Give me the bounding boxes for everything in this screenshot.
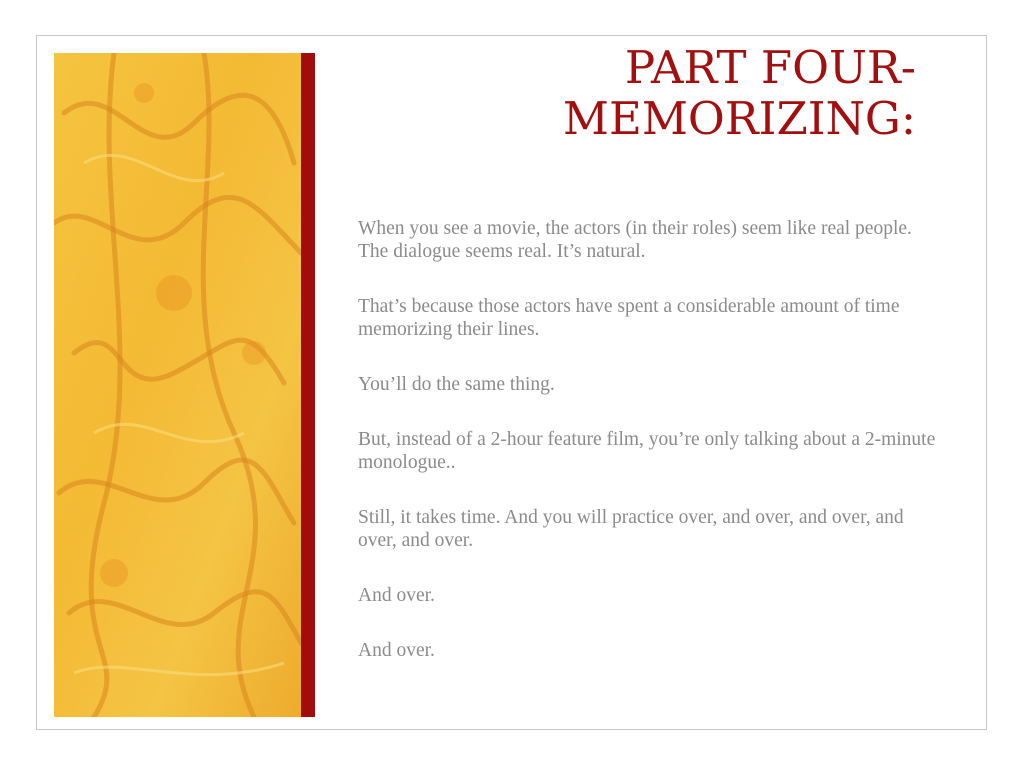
paragraph: When you see a movie, the actors (in their roles) seem like real people. The dialogue seems real. It’s natural.	[358, 218, 912, 262]
title-line-1: PART FOUR-	[624, 41, 916, 94]
title-line-2: MEMORIZING:	[562, 92, 916, 145]
paragraph: You’ll do the same thing.	[358, 374, 555, 395]
slide-title	[356, 42, 916, 144]
paragraph: And over.	[358, 640, 435, 661]
paragraph: And over.	[358, 585, 435, 606]
paragraph: But, instead of a 2-hour feature film, you’re only talking about a 2-minute monologue..	[358, 429, 936, 473]
accent-bar	[301, 53, 315, 717]
paragraph: Still, it takes time. And you will practice over, and over, and over, and over, and over.	[358, 507, 904, 551]
slide-body	[358, 217, 938, 694]
paragraph: That’s because those actors have spent a considerable amount of time memorizing their lines.	[358, 296, 900, 340]
decorative-side-image	[54, 53, 301, 717]
